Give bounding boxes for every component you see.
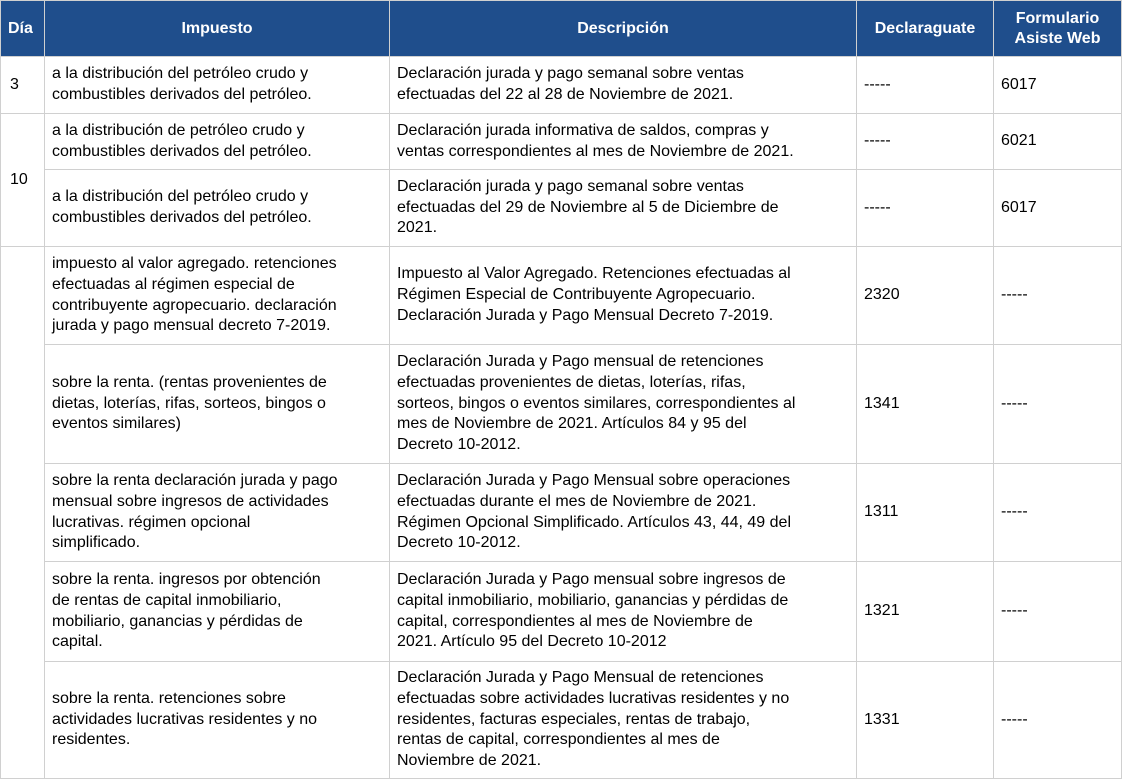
cell-formulario: ----- <box>994 464 1122 562</box>
cell-descripcion: Declaración jurada y pago semanal sobre ventas efectuadas del 29 de Noviembre al 5 de Diciembre de 2021. <box>390 170 857 247</box>
cell-formulario: 6021 <box>994 114 1122 170</box>
cell-formulario: 6017 <box>994 170 1122 247</box>
cell-impuesto: impuesto al valor agregado. retenciones efectuadas al régimen especial de contribuyente agropecuario. declaración jurada y pago mensual decreto 7-2019. <box>45 247 390 345</box>
cell-descripcion: Declaración Jurada y Pago Mensual sobre operaciones efectuadas durante el mes de Noviembre de 2021. Régimen Opcional Simplificado. Artículos 43, 44, 49 del Decreto 10-2012. <box>390 464 857 562</box>
cell-impuesto: a la distribución del petróleo crudo y combustibles derivados del petróleo. <box>45 170 390 247</box>
cell-dia: 3 <box>1 57 45 114</box>
cell-descripcion: Declaración jurada y pago semanal sobre ventas efectuadas del 22 al 28 de Noviembre de 2021. <box>390 57 857 114</box>
cell-descripcion: Impuesto al Valor Agregado. Retenciones efectuadas al Régimen Especial de Contribuyente Agropecuario. Declaración Jurada y Pago Mensual Decreto 7-2019. <box>390 247 857 345</box>
cell-formulario: 6017 <box>994 57 1122 114</box>
cell-declaraguate: ----- <box>857 114 994 170</box>
cell-descripcion: Declaración Jurada y Pago mensual sobre ingresos de capital inmobiliario, mobiliario, ganancias y pérdidas de capital, correspondientes al mes de Noviembre de 2021. Artículo 95 del Decreto 10-2012 <box>390 562 857 662</box>
table-row <box>1 247 1122 345</box>
header-descripcion: Descripción <box>390 1 857 57</box>
cell-impuesto: a la distribución de petróleo crudo y combustibles derivados del petróleo. <box>45 114 390 170</box>
cell-declaraguate: ----- <box>857 170 994 247</box>
table-row <box>1 114 1122 170</box>
cell-declaraguate: 1311 <box>857 464 994 562</box>
cell-descripcion: Declaración Jurada y Pago mensual de retenciones efectuadas provenientes de dietas, loterías, rifas, sorteos, bingos o eventos similares, correspondientes al mes de Noviembre de 2021. Artículos 84 y 95 del Decreto 10-2012. <box>390 345 857 464</box>
cell-formulario: ----- <box>994 662 1122 779</box>
cell-declaraguate: 2320 <box>857 247 994 345</box>
cell-dia: 10 <box>1 114 45 247</box>
cell-impuesto: sobre la renta declaración jurada y pago mensual sobre ingresos de actividades lucrativas. régimen opcional simplificado. <box>45 464 390 562</box>
cell-formulario: ----- <box>994 562 1122 662</box>
header-impuesto: Impuesto <box>45 1 390 57</box>
table-header-row <box>1 1 1122 57</box>
cell-impuesto: sobre la renta. (rentas provenientes de dietas, loterías, rifas, sorteos, bingos o eventos similares) <box>45 345 390 464</box>
cell-descripcion: Declaración Jurada y Pago Mensual de retenciones efectuadas sobre actividades lucrativas residentes y no residentes, facturas especiales, rentas de trabajo, rentas de capital, correspondientes al mes de Noviembre de 2021. <box>390 662 857 779</box>
table-row <box>1 662 1122 779</box>
cell-impuesto: sobre la renta. ingresos por obtención de rentas de capital inmobiliario, mobiliario, ganancias y pérdidas de capital. <box>45 562 390 662</box>
table-row <box>1 170 1122 247</box>
table-row <box>1 464 1122 562</box>
cell-formulario: ----- <box>994 247 1122 345</box>
cell-declaraguate: 1331 <box>857 662 994 779</box>
cell-declaraguate: 1341 <box>857 345 994 464</box>
cell-descripcion: Declaración jurada informativa de saldos, compras y ventas correspondientes al mes de Noviembre de 2021. <box>390 114 857 170</box>
cell-dia <box>1 247 45 779</box>
cell-impuesto: sobre la renta. retenciones sobre actividades lucrativas residentes y no residentes. <box>45 662 390 779</box>
cell-declaraguate: 1321 <box>857 562 994 662</box>
header-formulario-asiste-web: Formulario Asiste Web <box>994 1 1122 57</box>
table-row <box>1 345 1122 464</box>
header-dia: Día <box>1 1 45 57</box>
table-row <box>1 57 1122 114</box>
header-declaraguate: Declaraguate <box>857 1 994 57</box>
cell-impuesto: a la distribución del petróleo crudo y combustibles derivados del petróleo. <box>45 57 390 114</box>
table-row <box>1 562 1122 662</box>
cell-formulario: ----- <box>994 345 1122 464</box>
cell-declaraguate: ----- <box>857 57 994 114</box>
